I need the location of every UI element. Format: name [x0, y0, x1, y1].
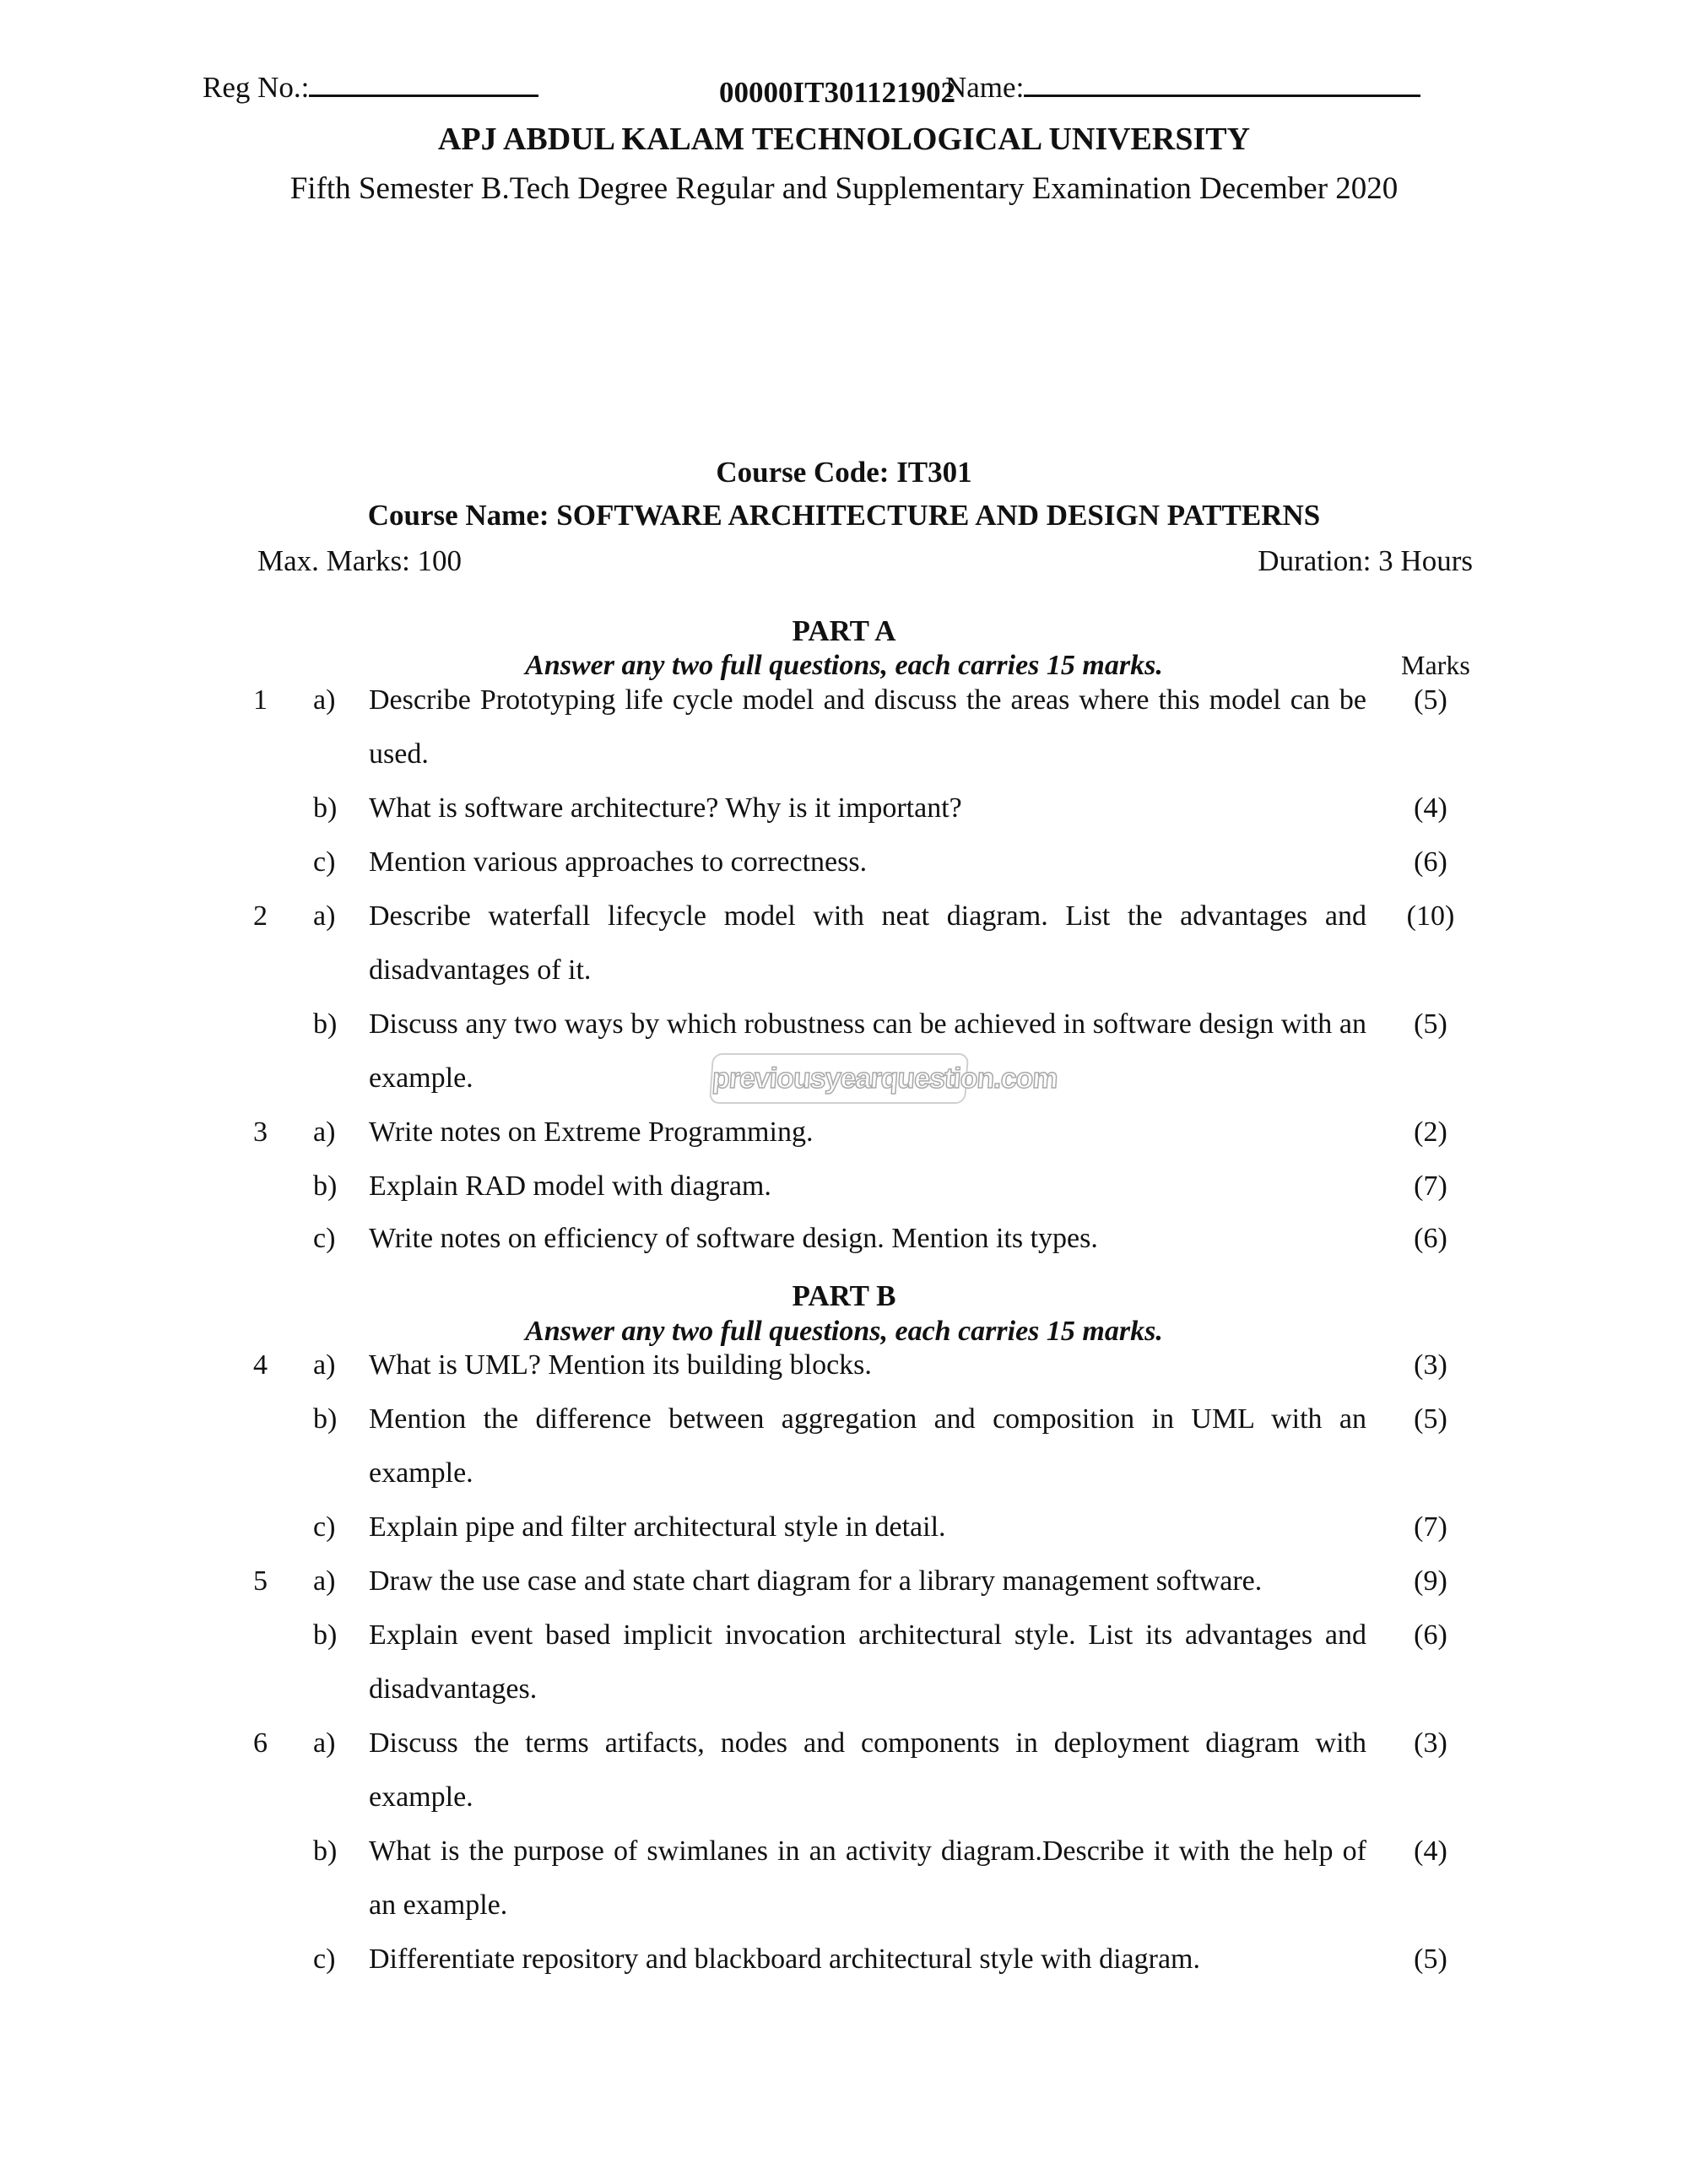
- part-b-instruction: Answer any two full questions, each carries 15 marks.: [525, 1316, 1163, 1347]
- max-marks: Max. Marks: 100: [257, 544, 463, 577]
- question-text: Draw the use case and state chart diagram for a library management software.: [369, 1565, 1263, 1597]
- question-number: 6: [253, 1727, 268, 1759]
- question-marks: (2): [1414, 1116, 1447, 1148]
- question-text: Mention various approaches to correctness.: [369, 846, 868, 878]
- question-marks: (9): [1414, 1565, 1447, 1597]
- question-marks: (5): [1414, 1943, 1447, 1975]
- question-marks: (4): [1414, 792, 1447, 824]
- question-marks: (3): [1414, 1349, 1447, 1381]
- university-title: APJ ABDUL KALAM TECHNOLOGICAL UNIVERSITY: [437, 122, 1251, 157]
- question-number: 2: [253, 900, 268, 932]
- course-name: Course Name: SOFTWARE ARCHITECTURE AND DESIGN PATTERNS: [367, 499, 1321, 532]
- question-marks: (6): [1414, 846, 1447, 878]
- question-marks: (6): [1414, 1619, 1447, 1651]
- reg-no-label: Reg No.:: [203, 71, 310, 104]
- question-number: 4: [253, 1349, 268, 1381]
- question-text: What is UML? Mention its building blocks.: [369, 1349, 872, 1381]
- question-text: What is the purpose of swimlanes in an activity diagram.Describe it with the help of an example.: [369, 1835, 1366, 1921]
- question-text: What is software architecture? Why is it important?: [369, 792, 962, 824]
- question-text: Write notes on Extreme Programming.: [369, 1116, 814, 1148]
- sub-label: a): [313, 1349, 336, 1381]
- name-field: [945, 69, 1420, 105]
- question-text: Write notes on efficiency of software design. Mention its types.: [369, 1223, 1098, 1254]
- question-number: 5: [253, 1565, 268, 1597]
- question-marks: (6): [1414, 1223, 1447, 1254]
- question-marks: (7): [1414, 1511, 1447, 1543]
- sub-label: a): [313, 1116, 336, 1148]
- question-text: Discuss the terms artifacts, nodes and components in deployment diagram with example.: [369, 1727, 1366, 1813]
- sub-label: a): [313, 1727, 336, 1759]
- reg-no-blank: [309, 69, 538, 97]
- exam-title: Fifth Semester B.Tech Degree Regular and Supplementary Examination December 2020: [289, 171, 1399, 206]
- marks-header: Marks: [1401, 650, 1470, 680]
- sub-label: b): [313, 1170, 338, 1202]
- sub-label: b): [313, 1619, 338, 1651]
- question-text: Describe waterfall lifecycle model with neat diagram. List the advantages and disadvantages of it.: [369, 900, 1366, 986]
- sub-label: a): [313, 1565, 336, 1597]
- duration: Duration: 3 Hours: [1258, 544, 1473, 577]
- reg-no-field: [203, 69, 538, 105]
- question-marks: (5): [1414, 684, 1447, 716]
- course-code: Course Code: IT301: [716, 456, 972, 489]
- sub-label: a): [313, 900, 336, 932]
- part-b-title: PART B: [792, 1279, 896, 1312]
- part-a-instruction: Answer any two full questions, each carries 15 marks.: [525, 650, 1163, 681]
- question-number: 3: [253, 1116, 268, 1148]
- question-marks: (3): [1414, 1727, 1447, 1759]
- name-label: Name:: [945, 71, 1025, 104]
- question-marks: (7): [1414, 1170, 1447, 1202]
- part-a-title: PART A: [792, 614, 896, 647]
- sub-label: b): [313, 1403, 338, 1435]
- question-text: Differentiate repository and blackboard architectural style with diagram.: [369, 1943, 1200, 1975]
- question-marks: (5): [1414, 1008, 1447, 1040]
- sub-label: c): [313, 1223, 336, 1254]
- question-marks: (10): [1406, 900, 1455, 932]
- sub-label: c): [313, 1943, 336, 1975]
- sub-label: b): [313, 1835, 338, 1867]
- question-text: Describe Prototyping life cycle model and discuss the areas where this model can be used.: [369, 684, 1366, 770]
- sub-label: c): [313, 846, 336, 878]
- sub-label: b): [313, 1008, 338, 1040]
- sub-label: a): [313, 684, 336, 716]
- question-marks: (5): [1414, 1403, 1447, 1435]
- question-text: Explain pipe and filter architectural style in detail.: [369, 1511, 946, 1543]
- name-blank: [1024, 69, 1420, 97]
- question-marks: (4): [1414, 1835, 1447, 1867]
- question-text: Explain RAD model with diagram.: [369, 1170, 771, 1202]
- sub-label: c): [313, 1511, 336, 1543]
- sub-label: b): [313, 792, 338, 824]
- watermark-logo: previousyearquestion.com: [709, 1053, 969, 1104]
- question-text: Discuss any two ways by which robustness can be achieved in software design with an example.: [369, 1008, 1366, 1094]
- question-number: 1: [253, 684, 268, 716]
- exam-code: 00000IT301121902: [719, 76, 956, 109]
- question-text: Explain event based implicit invocation architectural style. List its advantages and disadvantages.: [369, 1619, 1366, 1705]
- question-text: Mention the difference between aggregation and composition in UML with an example.: [369, 1403, 1366, 1489]
